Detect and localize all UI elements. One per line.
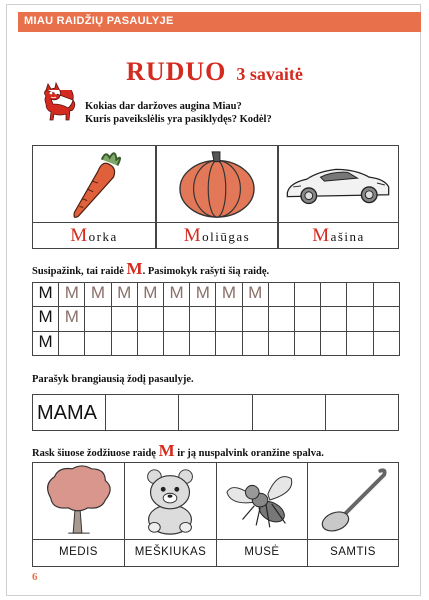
letter-grid-cell[interactable] — [242, 331, 269, 356]
letter-grid-cell[interactable] — [137, 306, 164, 331]
title-main: RUDUO — [126, 57, 227, 86]
caption-samtis: SAMTIS — [307, 539, 399, 567]
cat-icon — [32, 80, 80, 128]
word-cell-1 — [32, 222, 156, 249]
fly-icon — [217, 463, 307, 539]
picture-cell-carrot — [32, 145, 156, 223]
picture-cell-pumpkin — [156, 145, 278, 223]
tree-icon — [33, 463, 124, 539]
letter-grid-cell[interactable] — [242, 306, 269, 331]
letter-grid-cell[interactable]: M — [58, 306, 85, 331]
letter-grid-cell[interactable] — [320, 306, 347, 331]
picture-cell-car — [278, 145, 399, 223]
letter-grid-cell[interactable] — [268, 282, 295, 307]
word-box-3[interactable] — [178, 394, 253, 431]
word-box-5[interactable] — [325, 394, 399, 431]
letter-grid-cell[interactable] — [137, 331, 164, 356]
letter-grid-cell[interactable] — [268, 306, 295, 331]
word-cell-3 — [278, 222, 399, 249]
word-box-1[interactable]: MAMA — [32, 394, 106, 431]
header-title: MIAU RAIDŽIŲ PASAULYJE — [24, 15, 174, 27]
letter-grid-cell[interactable]: M — [84, 282, 111, 307]
word-3-cap: M — [312, 225, 331, 246]
word-2-cap: M — [183, 225, 203, 246]
question-1: Kokias dar daržoves augina Miau? — [85, 101, 242, 112]
instruction-word: Parašyk brangiausią žodį pasaulyje. — [32, 374, 194, 385]
word-cell-2 — [156, 222, 278, 249]
instruction-letter-after: . Pasimokyk rašyti šią raidę. — [142, 266, 270, 277]
word-2-rest: oliūgas — [202, 229, 251, 244]
letter-grid-cell[interactable] — [111, 331, 138, 356]
instruction-letter — [32, 259, 269, 279]
letter-grid-cell[interactable]: M — [215, 282, 242, 307]
letter-grid-cell[interactable] — [320, 282, 347, 307]
letter-grid-cell[interactable] — [373, 331, 400, 356]
letter-grid-cell[interactable] — [346, 331, 373, 356]
instruction-letter-m: M — [126, 259, 143, 278]
letter-grid-cell[interactable] — [294, 282, 321, 307]
picture-cell-spoon — [307, 462, 399, 540]
page-number: 6 — [32, 571, 38, 583]
word-1-cap: M — [70, 225, 89, 246]
title-sub: 3 savaitė — [236, 64, 303, 84]
car-icon — [279, 146, 398, 222]
picture-cell-fly — [216, 462, 308, 540]
carrot-icon — [33, 146, 155, 222]
caption-meskiukas: MEŠKIUKAS — [124, 539, 217, 567]
letter-grid-cell[interactable] — [189, 331, 216, 356]
letter-grid-cell[interactable]: M — [242, 282, 269, 307]
letter-grid-cell[interactable]: M — [163, 282, 190, 307]
letter-grid-cell[interactable] — [58, 331, 85, 356]
letter-grid-cell[interactable]: M — [58, 282, 85, 307]
caption-muse: MUSĖ — [216, 539, 308, 567]
word-3-rest: ašina — [330, 229, 365, 244]
instruction-letter-before: Susipažink, tai raidė — [32, 266, 127, 277]
letter-grid-cell[interactable]: M — [111, 282, 138, 307]
caption-medis: MEDIS — [32, 539, 125, 567]
pumpkin-icon — [157, 146, 277, 222]
letter-grid-cell[interactable] — [294, 331, 321, 356]
header-bar — [18, 12, 421, 32]
letter-grid-cell[interactable] — [111, 306, 138, 331]
picture-cell-tree — [32, 462, 125, 540]
letter-grid-cell[interactable]: M — [32, 306, 59, 331]
picture-cell-teddy — [124, 462, 217, 540]
spoon-icon — [308, 463, 398, 539]
teddy-bear-icon — [125, 463, 216, 539]
letter-grid-cell[interactable] — [163, 306, 190, 331]
letter-grid-cell[interactable] — [84, 331, 111, 356]
instruction-find-after: ir ją nuspalvink oranžine spalva. — [174, 448, 324, 459]
instruction-find-before: Rask šiuose žodžiuose raidę — [32, 448, 159, 459]
letter-grid-cell[interactable] — [320, 331, 347, 356]
letter-grid-cell[interactable]: M — [32, 282, 59, 307]
word-1-rest: orka — [88, 229, 118, 244]
letter-grid-cell[interactable] — [84, 306, 111, 331]
word-box-4[interactable] — [252, 394, 326, 431]
letter-grid-cell[interactable]: M — [32, 331, 59, 356]
letter-grid-cell[interactable]: M — [137, 282, 164, 307]
letter-grid-cell[interactable] — [346, 306, 373, 331]
letter-grid-cell[interactable] — [373, 282, 400, 307]
letter-grid-cell[interactable] — [215, 331, 242, 356]
letter-grid-cell[interactable] — [215, 306, 242, 331]
letter-grid-cell[interactable] — [294, 306, 321, 331]
instruction-find-m: M — [158, 441, 175, 460]
instruction-find — [32, 441, 324, 461]
letter-grid-cell[interactable] — [189, 306, 216, 331]
question-2: Kuris paveikslėlis yra pasiklydęs? Kodėl? — [85, 114, 272, 125]
word-box-2[interactable] — [105, 394, 179, 431]
letter-grid-cell[interactable] — [346, 282, 373, 307]
letter-grid-cell[interactable]: M — [189, 282, 216, 307]
letter-grid-cell[interactable] — [268, 331, 295, 356]
letter-grid-cell[interactable] — [373, 306, 400, 331]
letter-grid-cell[interactable] — [163, 331, 190, 356]
